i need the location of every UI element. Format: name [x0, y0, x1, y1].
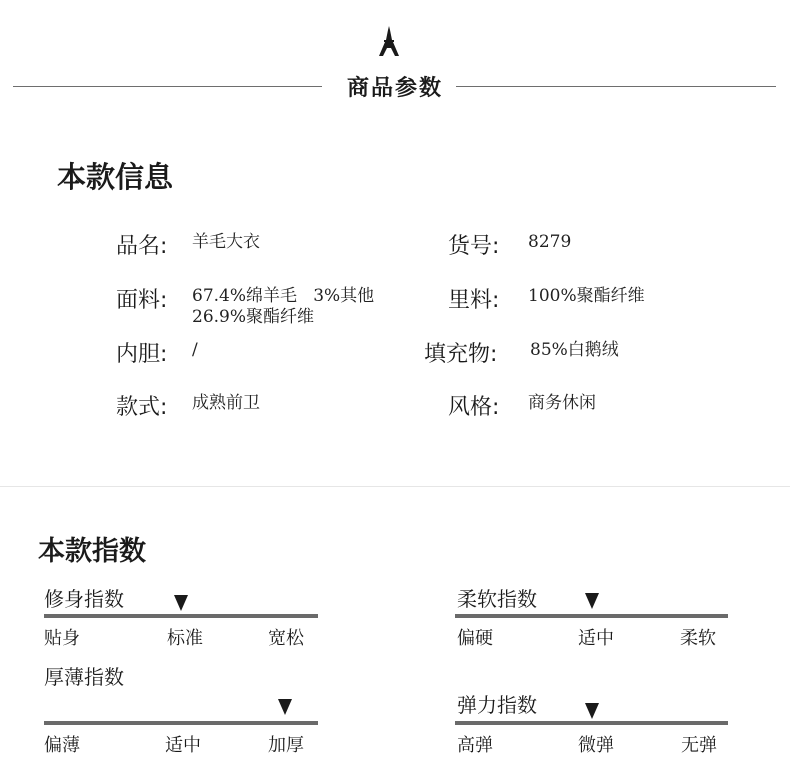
- elasticity-tick-high: 无弹: [681, 735, 717, 756]
- inner-value: /: [192, 340, 198, 360]
- filling-value: 85%白鹅绒: [530, 340, 619, 360]
- thickness-index-bar: [44, 721, 318, 725]
- design-value: 商务休闲: [528, 393, 596, 413]
- fit-tick-mid: 标准: [167, 628, 203, 649]
- elasticity-tick-low: 高弹: [457, 735, 493, 756]
- fabric-value-line1: 67.4%绵羊毛 3%其他: [192, 286, 375, 306]
- design-label: 风格:: [448, 395, 500, 420]
- name-value: 羊毛大衣: [192, 232, 260, 252]
- thickness-index-label: 厚薄指数: [44, 665, 124, 689]
- lining-label: 里料:: [448, 288, 500, 313]
- name-label: 品名:: [116, 234, 168, 259]
- lining-value: 100%聚酯纤维: [528, 286, 645, 306]
- elasticity-level-marker: [585, 703, 599, 719]
- inner-label: 内胆:: [116, 342, 168, 367]
- thickness-tick-mid: 适中: [165, 735, 201, 756]
- thickness-tick-high: 加厚: [268, 735, 304, 756]
- section-divider: [0, 486, 790, 487]
- fabric-value-line2: 26.9%聚酯纤维: [192, 307, 315, 327]
- softness-tick-low: 偏硬: [457, 628, 493, 649]
- thickness-tick-low: 偏薄: [44, 735, 80, 756]
- filling-label: 填充物:: [424, 342, 498, 367]
- elasticity-index-label: 弹力指数: [457, 693, 537, 717]
- style-label: 款式:: [116, 395, 168, 420]
- fabric-label: 面料:: [116, 288, 168, 313]
- sku-label: 货号:: [448, 234, 500, 259]
- elasticity-tick-mid: 微弹: [578, 735, 614, 756]
- eiffel-tower-icon: [378, 26, 400, 56]
- style-value: 成熟前卫: [192, 393, 260, 413]
- fit-tick-high: 宽松: [268, 628, 304, 649]
- softness-level-marker: [585, 593, 599, 609]
- header-rule-left: [13, 86, 322, 87]
- header-rule-right: [456, 86, 776, 87]
- info-title: 本款信息: [57, 160, 174, 194]
- indices-title: 本款指数: [38, 536, 146, 567]
- softness-index-bar: [455, 614, 728, 618]
- softness-tick-mid: 适中: [578, 628, 614, 649]
- elasticity-index-bar: [455, 721, 728, 725]
- fit-index-label: 修身指数: [44, 587, 124, 611]
- thickness-level-marker: [278, 699, 292, 715]
- fit-index-bar: [44, 614, 318, 618]
- section-title: 商品参数: [346, 76, 443, 101]
- softness-tick-high: 柔软: [680, 628, 716, 649]
- softness-index-label: 柔软指数: [457, 587, 537, 611]
- fit-level-marker: [174, 595, 188, 611]
- sku-value: 8279: [528, 232, 572, 252]
- fit-tick-low: 贴身: [44, 628, 80, 649]
